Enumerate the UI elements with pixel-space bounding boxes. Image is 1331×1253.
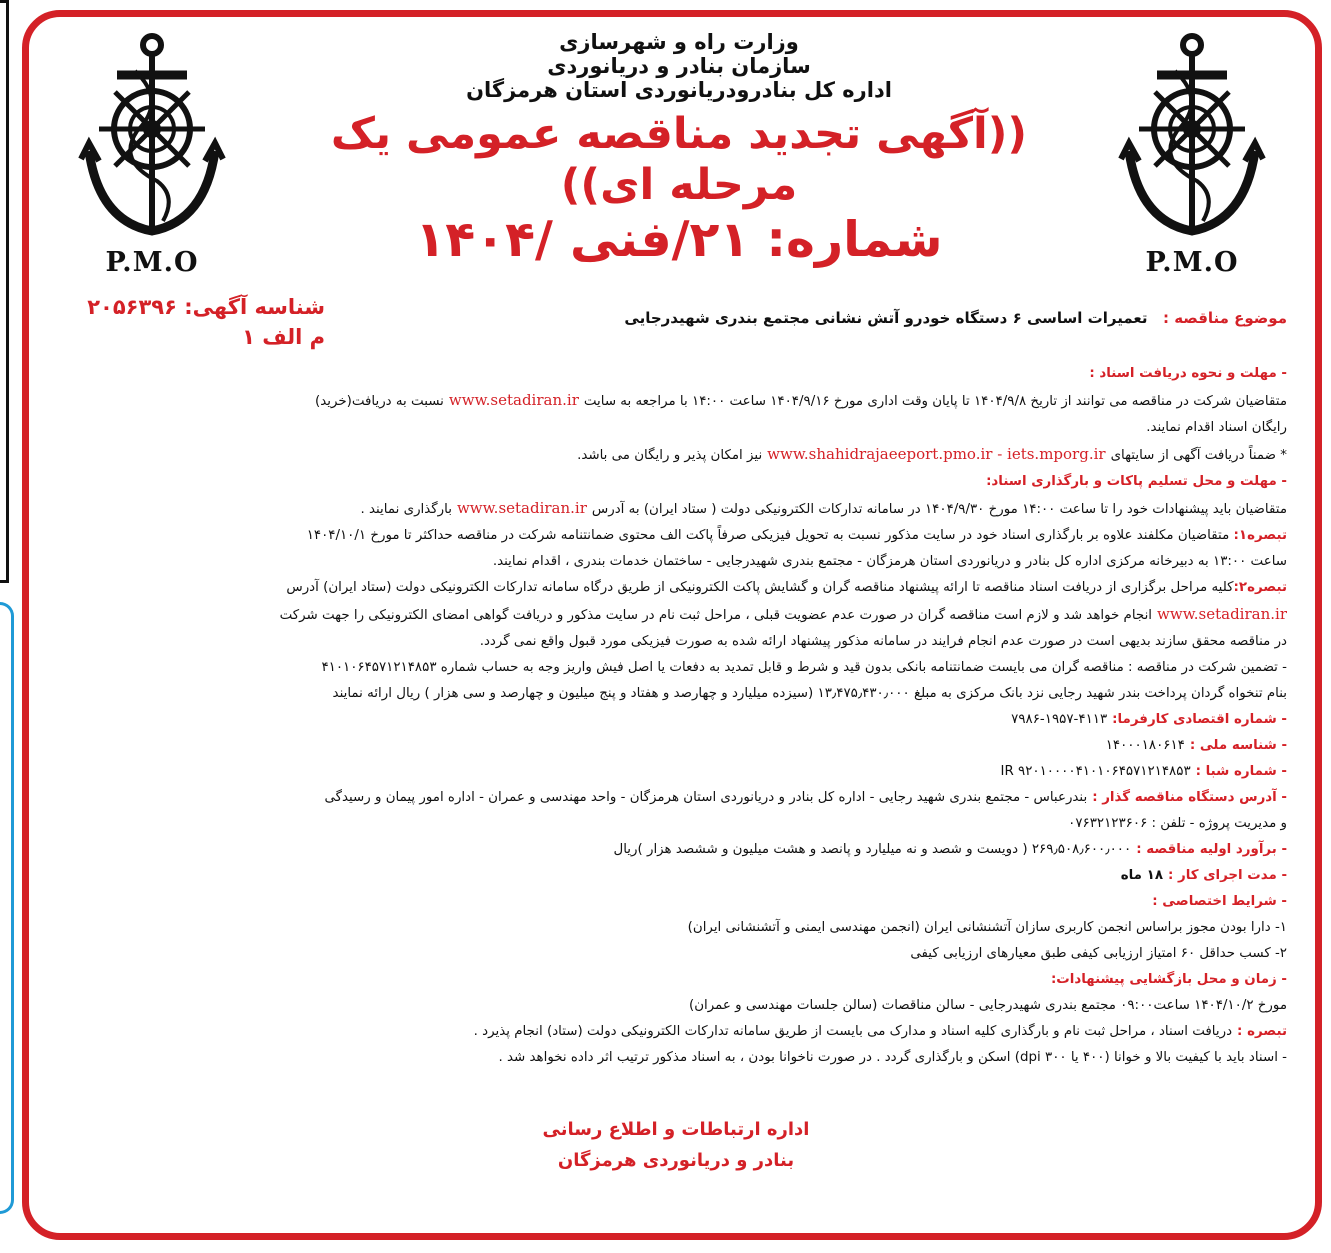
national-id-label: - شناسه ملی : [1189,738,1287,753]
submit-line-1 [65,495,1287,523]
guarantee-line-1: - تضمین شرکت در مناقصه : مناقصه گران می بایست ضمانتنامه بانکی بدون قید و شرط و قابل تمدید به دفعات یا اصل فیش واریز وجه به حساب شماره ۴۱۰۱۰۶۴۵۷۱۲۱۴۸۵۳ [321,660,1287,675]
estimate-label: - برآورد اولیه مناقصه : [1136,842,1287,857]
economic-code-row [65,707,1287,733]
submit-heading: - مهلت و محل تسلیم پاکات و بارگذاری اسناد: [986,474,1287,489]
address-line-1: بندرعباس - مجتمع بندری شهید رجایی - اداره کل بنادر و دریانوردی استان هرمزگان - واحد مهندسی و عمران - اداره امور پیمان و رسیدگی [324,790,1088,805]
guarantee-line-2: بنام تنخواه گردان پرداخت بندر شهید رجایی نزد بانک مرکزی به مبلغ ۱۳٫۴۷۵٫۴۳۰٫۰۰۰ (سیزده میلیارد و چهارصد و هفتاد و پنج میلیون و چهارصد و سی هزار ) ریال ارائه نمایند [332,686,1287,701]
estimate-row [65,837,1287,863]
footer-organization: بنادر و دریانوردی هرمزگان [557,1149,795,1171]
sheba-row [65,759,1287,785]
docs-line-3-text-b: نیز امکان پذیر و رایگان می باشد. [577,448,763,463]
subject-label: موضوع مناقصه : [1162,309,1287,327]
economic-code-label: - شماره اقتصادی کارفرما: [1112,712,1287,727]
department-name: اداره کل بنادرودریانوردی استان هرمزگان [466,77,892,102]
notice-header [289,31,1069,268]
conditions-heading: - شرایط اختصاصی : [1152,894,1287,909]
logo-right-label: P.M.O [1145,247,1239,278]
estimate-value: ۲۶۹٫۵۰۸٫۶۰۰٫۰۰۰ ( دویست و شصد و نه میلیارد و پانصد و هشت میلیون و ششصد هزار )ریال [613,842,1132,857]
docs-line-1 [65,387,1287,415]
side-frame-black [0,0,9,583]
note-1-line-2: ساعت ۱۳:۰۰ به دبیرخانه مرکزی اداره کل بنادر و دریانوردی استان هرمزگان - مجتمع بندری شهیدرجایی - ساختمان خدمات بندری ، اقدام نمایند. [492,554,1287,569]
note-2-line-3: در مناقصه محقق سازند بدیهی است در صورت عدم انجام فرایند در سامانه مذکور پیشنهاد ارائه شده به صورت فیزیکی مورد قبول واقع نمی گردد. [479,634,1287,649]
docs-line-3 [65,441,1287,469]
docs-line-2: رایگان اسناد اقدام نمایند. [1146,420,1287,435]
economic-code-value: ۴۱۱۳-۱۹۵۷-۷۹۸۶ [1011,712,1108,727]
ad-identifier [65,293,325,353]
final-note-label: تبصره : [1237,1024,1287,1039]
ad-id-code: م الف ۱ [242,324,325,349]
submit-line-1-text-a: متقاضیان باید پیشنهادات خود را تا ساعت ۱۴:۰۰ مورخ ۱۴۰۴/۹/۳۰ در سامانه تدارکات الکترونیکی دولت ( ستاد ایران) به آدرس [591,502,1287,517]
duration-row [65,863,1287,889]
opening-value: مورخ ۱۴۰۴/۱۰/۲ ساعت۰۹:۰۰ مجتمع بندری شهیدرجایی - سالن مناقصات (سالن جلسات مهندسی و عمران) [689,998,1287,1013]
note-2-text: کلیه مراحل برگزاری از دریافت اسناد مناقصه تا ارائه پیشنهاد مناقصه گران و گشایش پاکت الکترونیکی از طریق درگاه سامانه تدارکات الکترونیکی دولت (ستاد ایران) آدرس [286,580,1234,595]
logo-right [1117,31,1267,281]
ministry-name: وزارت راه و شهرسازی [559,30,799,54]
logo-left [77,31,227,281]
tender-subject [329,309,1287,327]
notice-number: شماره: ۲۱/فنی /۱۴۰۴ [415,211,943,268]
note-1-label: تبصره۱: [1233,528,1287,543]
note-1-text: متقاضیان مکلفند علاوه بر بارگذاری اسناد خود در سایت مذکور نسبت به تحویل فیزیکی صرفاً پاکت الف محتوی ضمانتنامه شرکت در مناقصه حداکثر تا مورخ ۱۴۰۴/۱۰/۱ [306,528,1230,543]
final-note-row [65,1019,1287,1045]
note-2-line-2-text: انجام خواهد شد و لازم است مناقصه گران در صورت عدم عضویت قبلی ، مراحل ثبت نام در سایت مذکور و دریافت گواهی امضای الکترونیکی را جهت شرکت [279,608,1153,623]
note-2-line-2 [65,601,1287,629]
opening-heading: - زمان و محل بازگشایی پیشنهادات: [1050,972,1287,987]
note-1-line-1 [65,523,1287,549]
sheba-value: IR ۹۲۰۱۰۰۰۰۴۱۰۱۰۶۴۵۷۱۲۱۴۸۵۳ [1000,764,1191,779]
docs-line-1-text-b: نسبت به دریافت(خرید) [314,394,444,409]
address-row [65,785,1287,811]
final-note-text: دریافت اسناد ، مراحل ثبت نام و بارگذاری کلیه اسناد و مدارک می بایست از طریق سامانه تدارکات الکترونیکی دولت (ستاد) انجام پذیرد . [473,1024,1233,1039]
notice-title: ((آگهی تجدید مناقصه عمومی یک مرحله ای)) [330,108,1028,211]
tender-notice [22,10,1322,1240]
national-id-row [65,733,1287,759]
logo-left-label: P.M.O [105,247,199,278]
docs-heading: - مهلت و نحوه دریافت اسناد : [1089,366,1287,381]
final-scan-note: - اسناد باید با کیفیت بالا و خوانا (۴۰۰ یا ۳۰۰ dpi) اسکن و بارگذاری گردد . در صورت ناخوانا بودن ، به اسناد مذکور ترتیب اثر داده نخواهد شد . [498,1050,1287,1065]
organization-name: سازمان بنادر و دریانوردی [547,53,811,78]
duration-value: ۱۸ ماه [1120,868,1163,883]
docs-line-1-text-a: متقاضیان شرکت در مناقصه می توانند از تاریخ ۱۴۰۴/۹/۸ تا پایان وقت اداری مورخ ۱۴۰۴/۹/۱۶ ساعت ۱۴:۰۰ با مراجعه به سایت [583,394,1287,409]
note-2-line-1 [65,575,1287,601]
footer-department: اداره ارتباطات و اطلاع رسانی [542,1119,810,1140]
ad-id-number: شناسه آگهی: ۲۰۵۶۳۹۶ [87,295,325,319]
condition-2: ۲- کسب حداقل ۶۰ امتیاز ارزیابی کیفی طبق معیارهای ارزیابی کیفی [910,946,1287,961]
notice-body [65,361,1287,1071]
anchor-wheel-icon [77,31,227,245]
address-line-2: و مدیریت پروژه - تلفن : ۰۷۶۳۲۱۲۳۶۰۶ [1068,816,1287,831]
port-websites-link[interactable]: www.shahidrajaeeport.pmo.ir - iets.mporg.ir [767,445,1106,463]
address-label: - آدرس دستگاه مناقصه گذار : [1092,790,1287,805]
duration-label: - مدت اجرای کار : [1168,868,1287,883]
setadiran-link[interactable]: www.setadiran.ir [456,499,587,517]
anchor-wheel-icon [1117,31,1267,245]
note-2-label: تبصره۲: [1233,580,1287,595]
notice-footer [65,1115,1287,1176]
setadiran-link[interactable]: www.setadiran.ir [1157,605,1287,623]
docs-line-3-text-a: * ضمناً دریافت آگهی از سایتهای [1110,448,1287,463]
setadiran-link[interactable]: www.setadiran.ir [448,391,579,409]
sheba-label: - شماره شبا : [1195,764,1287,779]
condition-1: ۱- دارا بودن مجوز براساس انجمن کاربری سازان آتشنشانی ایران (انجمن مهندسی ایمنی و آتشنشانی ایران) [687,920,1287,935]
side-frame-blue [0,602,14,1214]
national-id-value: ۱۴۰۰۰۱۸۰۶۱۴ [1105,738,1185,753]
subject-text: تعمیرات اساسی ۶ دستگاه خودرو آتش نشانی مجتمع بندری شهیدرجایی [624,309,1148,327]
submit-line-1-text-b: بارگذاری نمایند . [360,502,452,517]
